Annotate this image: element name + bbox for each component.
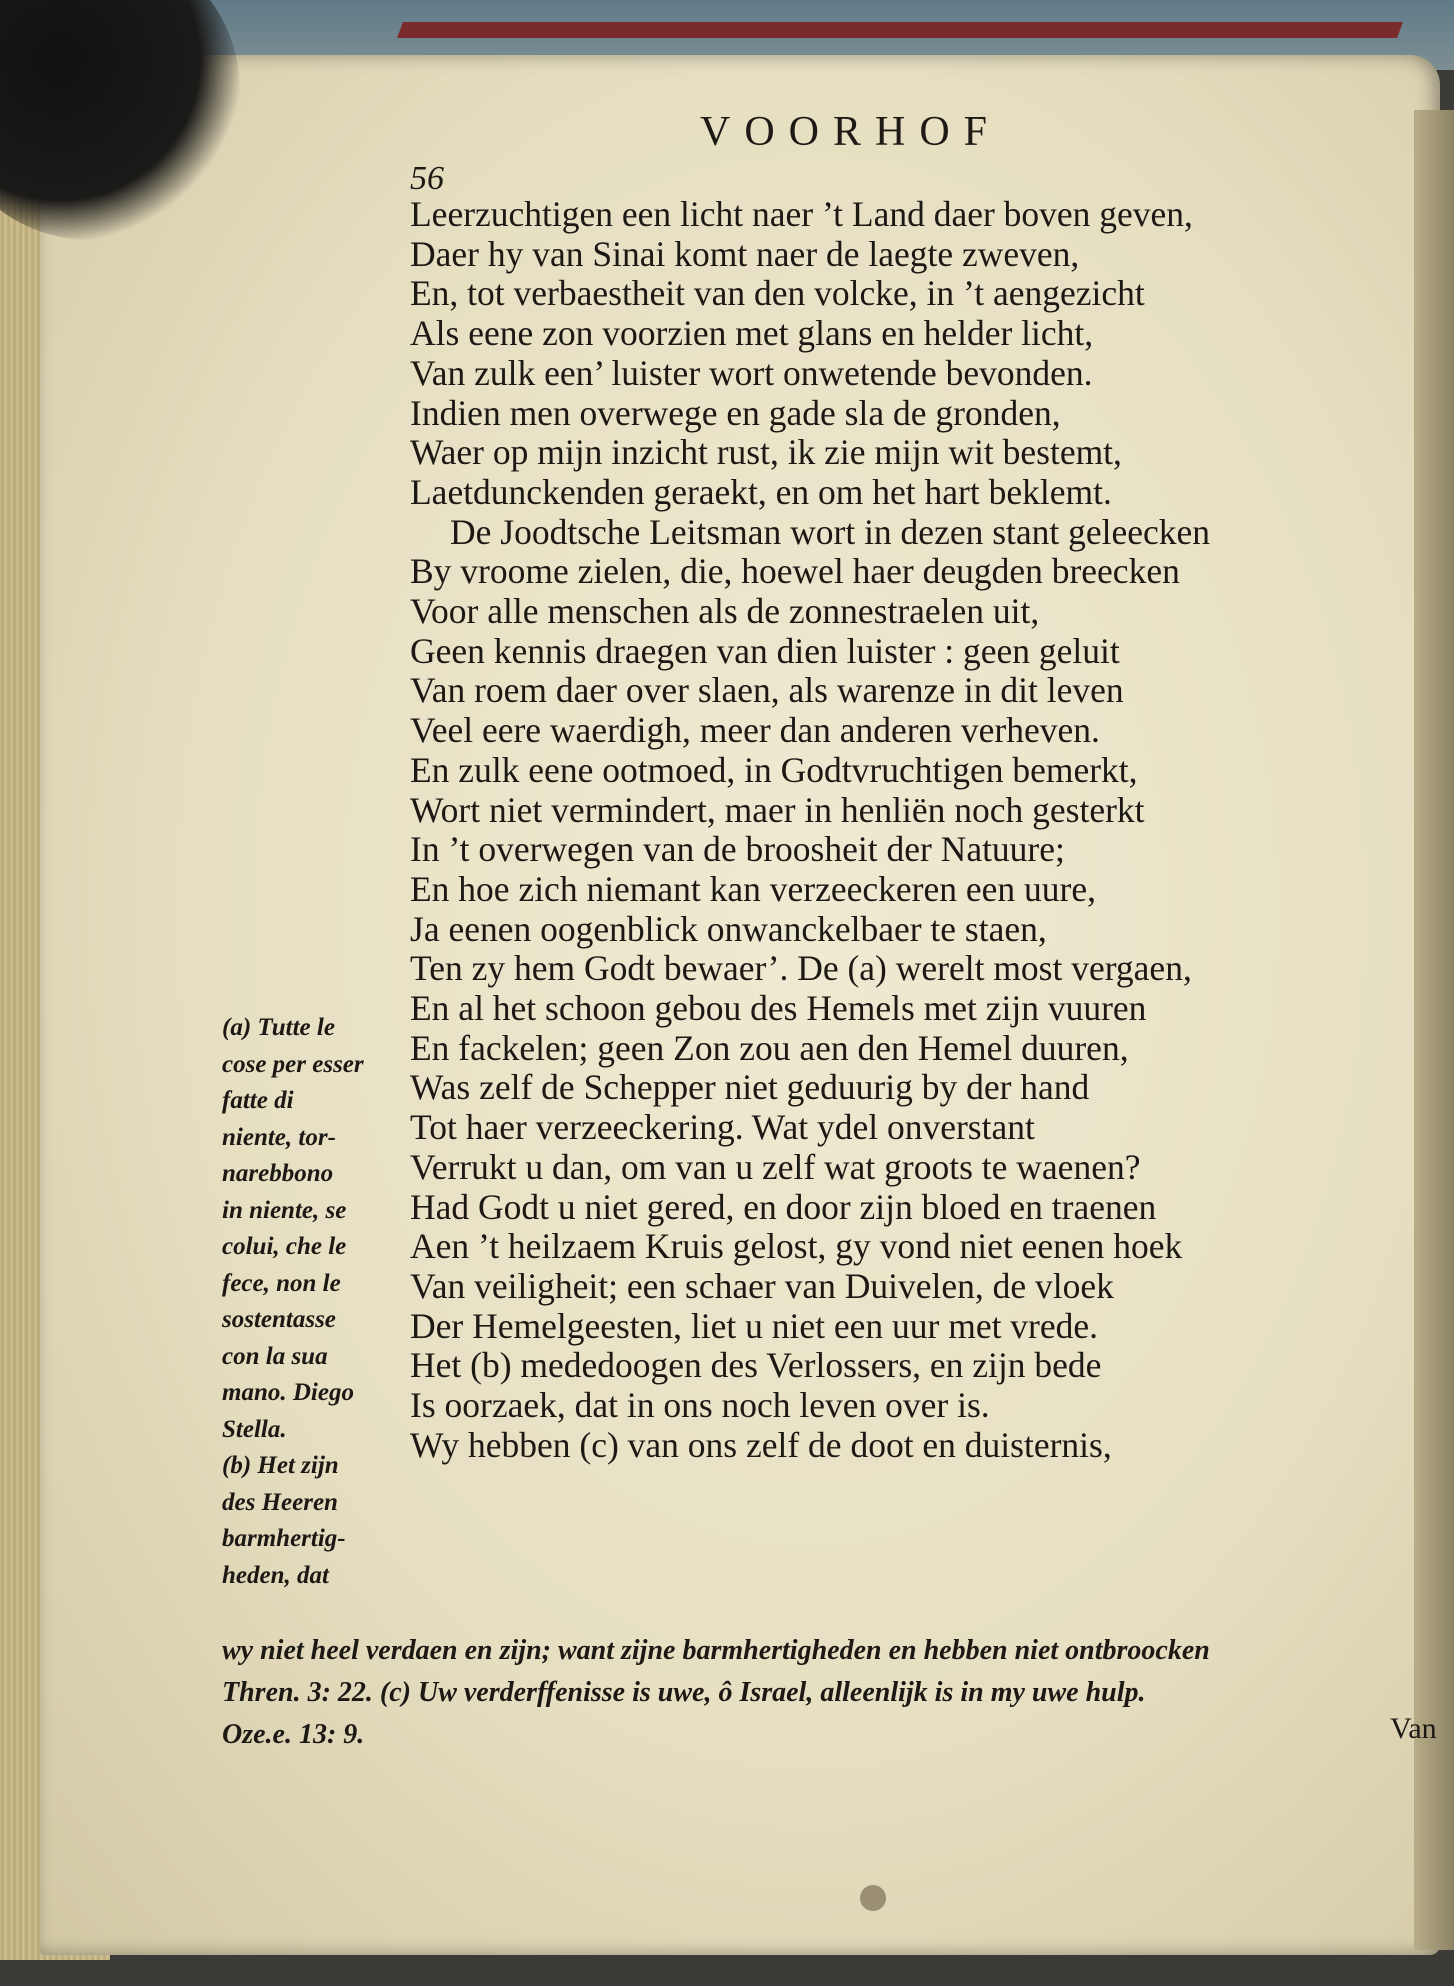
catchword: Van <box>1390 1712 1437 1745</box>
verse-line: Het (b) mededoogen des Verlossers, en zijn bede <box>410 1345 1102 1386</box>
footnote-line: Oze.e. 13: 9. <box>222 1719 365 1750</box>
margin-note-line: (a) Tutte le <box>222 1014 335 1041</box>
page-number: 56 <box>410 160 444 197</box>
verse-line: Voor alle menschen als de zonnestraelen uit, <box>410 591 1040 632</box>
verse-text <box>410 195 1360 1466</box>
book-ribbon <box>397 22 1403 38</box>
margin-notes <box>222 1010 412 1594</box>
verse-line: Daer hy van Sinai komt naer de laegte zweven, <box>410 233 1080 274</box>
footnote-line: Thren. 3: 22. (c) Uw verderffenisse is uwe, ô Israel, alleenlijk is in my uwe hulp. <box>222 1677 1146 1708</box>
margin-note-line: barmhertig- <box>222 1525 346 1552</box>
margin-note-line: Stella. <box>222 1415 287 1443</box>
verse-line: Is oorzaek, dat in ons noch leven over is. <box>410 1385 990 1426</box>
verse-line: Was zelf de Schepper niet geduurig by der hand <box>410 1067 1090 1108</box>
margin-note-line: in niente, se <box>222 1196 347 1224</box>
verse-line: Aen ’t heilzaem Kruis gelost, gy vond niet eenen hoek <box>410 1226 1183 1267</box>
margin-note-line: sostentasse <box>222 1306 336 1333</box>
verse-line: Geen kennis draegen van dien luister : geen geluit <box>410 630 1120 671</box>
margin-note-line: fatte di <box>222 1087 294 1114</box>
verse-line: Laetdunckenden geraekt, en om het hart beklemt. <box>410 471 1112 512</box>
margin-note-line: narebbono <box>222 1160 334 1187</box>
margin-note-line: niente, tor- <box>222 1123 336 1151</box>
footnote-line: wy niet heel verdaen en zijn; want zijne barmhertigheden en hebben niet ontbroocken <box>222 1635 1210 1666</box>
margin-note-line: colui, che le <box>222 1233 347 1260</box>
verse-line: Tot haer verzeeckering. Wat ydel onverstant <box>410 1107 1035 1148</box>
running-head: VOORHOF <box>700 109 1002 155</box>
margin-note-line: mano. Diego <box>222 1379 354 1406</box>
verse-line: Indien men overwege en gade sla de gronden, <box>410 392 1061 433</box>
verse-line: By vroome zielen, die, hoewel haer deugden breecken <box>410 551 1180 592</box>
verse-line: Als eene zon voorzien met glans en helder licht, <box>410 313 1094 354</box>
verse-line: De Joodtsche Leitsman wort in dezen stant geleecken <box>450 511 1211 552</box>
margin-note-line: (b) Het zijn <box>222 1452 339 1479</box>
paper-blemish <box>860 1885 886 1911</box>
verse-line: En, tot verbaestheit van den volcke, in ’t aengezicht <box>410 273 1145 314</box>
verse-line: Wort niet vermindert, maer in henliën noch gesterkt <box>410 789 1145 830</box>
verse-line: Van veiligheit; een schaer van Duivelen, de vloek <box>410 1265 1114 1306</box>
verse-line: Van zulk een’ luister wort onwetende bevonden. <box>410 352 1093 393</box>
verse-line: En fackelen; geen Zon zou aen den Hemel duuren, <box>410 1027 1129 1068</box>
margin-note-line: des Heeren <box>222 1488 338 1516</box>
margin-note-line: cose per esser <box>222 1050 364 1078</box>
verse-line: En hoe zich niemant kan verzeeckeren een uure, <box>410 868 1096 909</box>
footnotes <box>222 1630 1422 1756</box>
margin-note-line: con la sua <box>222 1342 328 1370</box>
verse-line: Waer op mijn inzicht rust, ik zie mijn wit bestemt, <box>410 432 1122 473</box>
verse-line: Ten zy hem Godt bewaer’. De (a) werelt most vergaen, <box>410 948 1192 989</box>
verse-line: Wy hebben (c) van ons zelf de doot en duisternis, <box>410 1424 1112 1465</box>
verse-line: Van roem daer over slaen, als warenze in dit leven <box>410 670 1124 711</box>
margin-note-line: heden, dat <box>222 1561 329 1589</box>
verse-line: Ja eenen oogenblick onwanckelbaer te staen, <box>410 908 1047 949</box>
verse-line: Der Hemelgeesten, liet u niet een uur met vrede. <box>410 1305 1099 1346</box>
verse-line: En al het schoon gebou des Hemels met zijn vuuren <box>410 988 1147 1029</box>
verse-line: In ’t overwegen van de broosheit der Natuure; <box>410 829 1065 870</box>
verse-line: Veel eere waerdigh, meer dan anderen verheven. <box>410 710 1100 751</box>
verse-line: Verrukt u dan, om van u zelf wat groots te waenen? <box>410 1146 1141 1187</box>
verse-line: Leerzuchtigen een licht naer ’t Land daer boven geven, <box>410 194 1193 234</box>
margin-note-line: fece, non le <box>222 1269 341 1297</box>
verse-line: En zulk eene ootmoed, in Godtvruchtigen bemerkt, <box>410 749 1138 790</box>
verse-line: Had Godt u niet gered, en door zijn bloed en traenen <box>410 1186 1157 1227</box>
